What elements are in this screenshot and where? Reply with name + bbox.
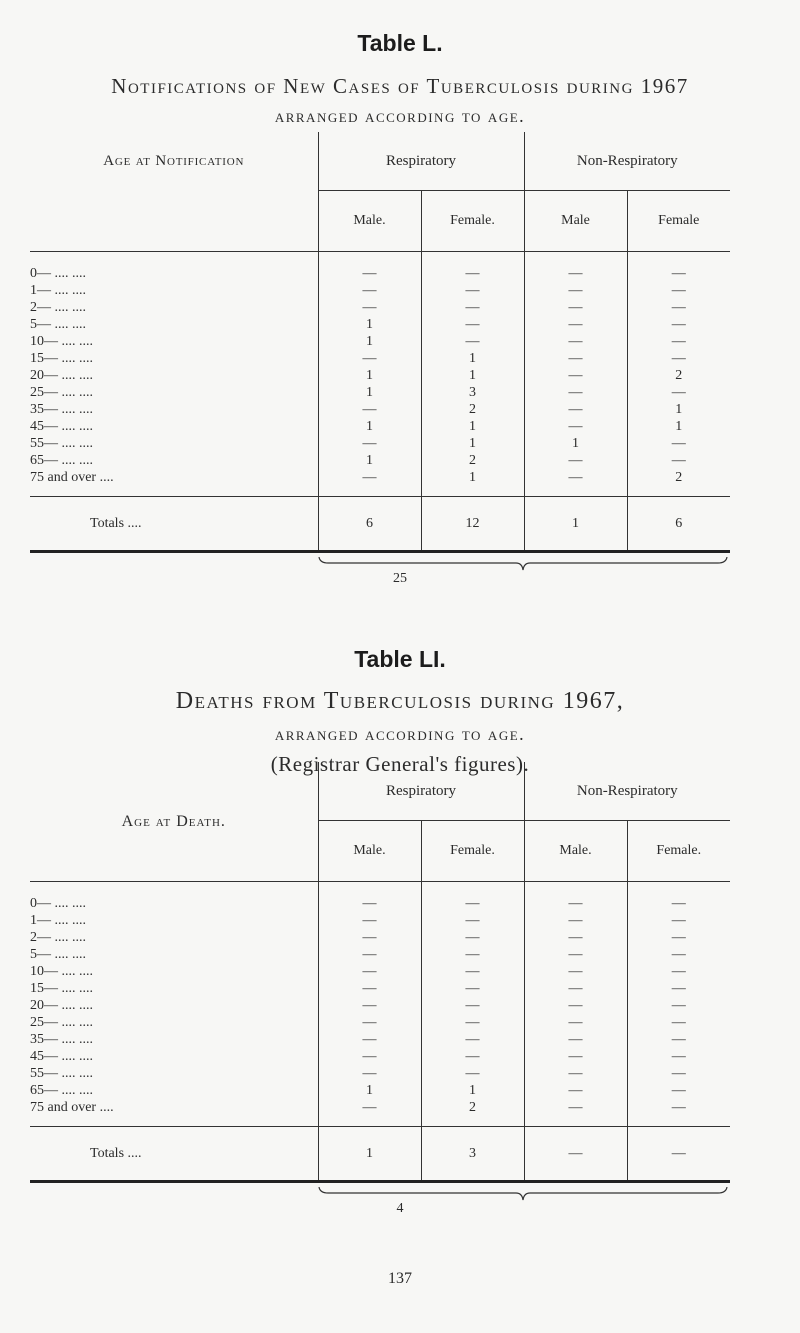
table-cell: 1: [318, 333, 421, 350]
age-group-label: 20— .... ....: [30, 998, 93, 1013]
table-cell: —: [627, 882, 730, 913]
table-l-subtitle-line2: arranged according to age.: [274, 106, 526, 126]
table-li-subtitle-line1: Deaths from Tuberculosis during 1967,: [175, 688, 625, 714]
table-l-title: Table L.: [357, 30, 443, 56]
table-l-grand-total: 25: [393, 571, 407, 586]
age-group-label: 75 and over ....: [30, 1100, 114, 1115]
table-cell: 2: [627, 367, 730, 384]
table-cell: —: [524, 469, 627, 497]
table-row: [30, 1031, 730, 1048]
table-row: [30, 333, 730, 350]
table-cell: —: [524, 418, 627, 435]
table-l: [30, 132, 730, 551]
table-row: [30, 435, 730, 452]
table-cell: —: [524, 350, 627, 367]
table-cell: —: [524, 299, 627, 316]
non-respiratory-male-header: Male.: [524, 821, 627, 882]
table-row: [30, 1048, 730, 1065]
table-row: [30, 384, 730, 401]
age-group-label: 55— .... ....: [30, 436, 93, 451]
age-group-label: 10— .... ....: [30, 964, 93, 979]
table-l-subtitle-line1: Notifications of New Cases of Tuberculosis during 1967: [111, 74, 689, 98]
table-li-caption: (Registrar General's figures).: [270, 752, 530, 776]
age-group-label: 1— .... ....: [30, 283, 86, 298]
table-cell: —: [318, 1099, 421, 1127]
total-respiratory-female: 3: [421, 1127, 524, 1182]
table-cell: —: [524, 367, 627, 384]
table-cell: —: [627, 997, 730, 1014]
table-cell: —: [524, 1082, 627, 1099]
table-cell: 1: [627, 418, 730, 435]
table-cell: —: [627, 435, 730, 452]
table-cell: —: [627, 252, 730, 283]
table-cell: 3: [421, 384, 524, 401]
table-cell: —: [318, 1048, 421, 1065]
table-row: [30, 350, 730, 367]
table-cell: 1: [318, 418, 421, 435]
table-cell: —: [627, 1099, 730, 1127]
table-cell: 2: [421, 401, 524, 418]
table-cell: —: [627, 946, 730, 963]
table-cell: —: [421, 1065, 524, 1082]
table-row: [30, 401, 730, 418]
table-cell: —: [421, 252, 524, 283]
table-li: [30, 762, 730, 1181]
table-cell: —: [524, 333, 627, 350]
age-column-header: Age at Death.: [30, 762, 318, 882]
table-cell: —: [318, 1065, 421, 1082]
total-non-respiratory-male: 1: [524, 497, 627, 552]
table-cell: —: [627, 333, 730, 350]
age-group-label: 10— .... ....: [30, 334, 93, 349]
table-row: [30, 282, 730, 299]
total-non-respiratory-female: 6: [627, 497, 730, 552]
table-cell: 1: [627, 401, 730, 418]
respiratory-female-header: Female.: [421, 191, 524, 252]
table-cell: —: [627, 980, 730, 997]
table-cell: —: [627, 282, 730, 299]
non-respiratory-male-header: Male: [524, 191, 627, 252]
table-cell: —: [524, 252, 627, 283]
table-cell: —: [421, 929, 524, 946]
table-row: [30, 912, 730, 929]
age-group-label: 5— .... ....: [30, 317, 86, 332]
table-cell: —: [318, 912, 421, 929]
table-cell: —: [524, 401, 627, 418]
table-cell: —: [421, 1014, 524, 1031]
table-cell: —: [524, 1031, 627, 1048]
table-row: [30, 882, 730, 913]
age-group-label: 75 and over ....: [30, 470, 114, 485]
age-group-label: 15— .... ....: [30, 981, 93, 996]
table-cell: —: [627, 299, 730, 316]
table-cell: —: [318, 350, 421, 367]
table-cell: 2: [627, 469, 730, 497]
table-cell: —: [524, 929, 627, 946]
table-li-title: Table LI.: [354, 646, 446, 672]
table-cell: 1: [421, 418, 524, 435]
table-cell: —: [627, 1031, 730, 1048]
table-cell: —: [421, 946, 524, 963]
age-group-label: 25— .... ....: [30, 1015, 93, 1030]
non-respiratory-group-header: Non-Respiratory: [524, 132, 730, 191]
table-row: [30, 299, 730, 316]
page-number: 137: [388, 1270, 412, 1287]
table-cell: —: [318, 882, 421, 913]
table-row: [30, 452, 730, 469]
table-cell: —: [421, 282, 524, 299]
age-group-label: 5— .... ....: [30, 947, 86, 962]
table-cell: —: [524, 882, 627, 913]
table-cell: —: [318, 401, 421, 418]
age-group-label: 25— .... ....: [30, 385, 93, 400]
table-cell: —: [421, 1031, 524, 1048]
table-cell: —: [318, 1014, 421, 1031]
table-cell: —: [318, 282, 421, 299]
table-li-brace: [318, 1187, 728, 1201]
table-cell: —: [421, 997, 524, 1014]
table-row: [30, 1099, 730, 1127]
respiratory-male-header: Male.: [318, 821, 421, 882]
table-cell: 1: [421, 367, 524, 384]
age-group-label: 35— .... ....: [30, 402, 93, 417]
table-l-brace: [318, 557, 728, 571]
table-cell: —: [627, 929, 730, 946]
table-cell: —: [524, 980, 627, 997]
table-cell: —: [318, 469, 421, 497]
total-non-respiratory-female: —: [627, 1127, 730, 1182]
table-cell: 1: [318, 384, 421, 401]
table-cell: 1: [318, 1082, 421, 1099]
table-cell: —: [318, 980, 421, 997]
table-row: [30, 980, 730, 997]
table-row: [30, 946, 730, 963]
table-cell: —: [627, 350, 730, 367]
table-cell: 1: [524, 435, 627, 452]
table-cell: —: [627, 384, 730, 401]
table-row: [30, 252, 730, 283]
age-group-label: 2— .... ....: [30, 300, 86, 315]
respiratory-group-header: Respiratory: [318, 132, 524, 191]
table-cell: 1: [318, 452, 421, 469]
age-group-label: 65— .... ....: [30, 1083, 93, 1098]
table-row: [30, 316, 730, 333]
table-cell: —: [421, 882, 524, 913]
table-cell: —: [627, 316, 730, 333]
table-cell: —: [318, 435, 421, 452]
table-cell: —: [524, 282, 627, 299]
totals-label: Totals ....: [30, 497, 318, 552]
table-cell: —: [318, 929, 421, 946]
age-group-label: 0— .... ....: [30, 266, 86, 281]
table-cell: —: [421, 980, 524, 997]
table-cell: —: [627, 1082, 730, 1099]
table-cell: 2: [421, 1099, 524, 1127]
table-cell: —: [421, 316, 524, 333]
total-respiratory-male: 6: [318, 497, 421, 552]
table-cell: —: [627, 963, 730, 980]
total-respiratory-female: 12: [421, 497, 524, 552]
age-column-header: Age at Notification: [30, 132, 318, 252]
age-group-label: 55— .... ....: [30, 1066, 93, 1081]
table-li-grand-total: 4: [396, 1201, 404, 1216]
age-group-label: 65— .... ....: [30, 453, 93, 468]
table-row: [30, 469, 730, 497]
table-cell: —: [524, 452, 627, 469]
table-cell: —: [318, 997, 421, 1014]
table-cell: —: [627, 452, 730, 469]
table-cell: —: [421, 912, 524, 929]
table-cell: 1: [421, 1082, 524, 1099]
table-row: [30, 929, 730, 946]
age-group-label: 2— .... ....: [30, 930, 86, 945]
table-cell: —: [421, 333, 524, 350]
respiratory-female-header: Female.: [421, 821, 524, 882]
table-row: [30, 418, 730, 435]
age-group-label: 20— .... ....: [30, 368, 93, 383]
table-cell: —: [524, 1014, 627, 1031]
table-cell: —: [524, 963, 627, 980]
table-cell: —: [318, 299, 421, 316]
table-cell: 1: [421, 435, 524, 452]
table-row: [30, 1014, 730, 1031]
table-cell: —: [524, 946, 627, 963]
table-cell: —: [318, 1031, 421, 1048]
non-respiratory-female-header: Female.: [627, 821, 730, 882]
age-group-label: 45— .... ....: [30, 1049, 93, 1064]
table-cell: —: [421, 1048, 524, 1065]
table-cell: 2: [421, 452, 524, 469]
table-cell: —: [627, 1014, 730, 1031]
table-cell: —: [524, 1099, 627, 1127]
respiratory-male-header: Male.: [318, 191, 421, 252]
table-cell: —: [524, 316, 627, 333]
table-row: [30, 963, 730, 980]
respiratory-group-header: Respiratory: [318, 762, 524, 821]
table-cell: —: [524, 1048, 627, 1065]
age-group-label: 45— .... ....: [30, 419, 93, 434]
table-cell: —: [318, 252, 421, 283]
table-cell: —: [524, 997, 627, 1014]
non-respiratory-group-header: Non-Respiratory: [524, 762, 730, 821]
table-row: [30, 1065, 730, 1082]
table-cell: —: [318, 963, 421, 980]
total-respiratory-male: 1: [318, 1127, 421, 1182]
age-group-label: 1— .... ....: [30, 913, 86, 928]
age-group-label: 15— .... ....: [30, 351, 93, 366]
age-group-label: 35— .... ....: [30, 1032, 93, 1047]
table-li-bottom-rule: [30, 1180, 730, 1183]
table-cell: —: [524, 384, 627, 401]
table-row: [30, 997, 730, 1014]
table-cell: —: [421, 963, 524, 980]
table-li-subtitle-line2: arranged according to age.: [274, 724, 526, 744]
table-cell: 1: [318, 316, 421, 333]
table-cell: —: [421, 299, 524, 316]
table-cell: —: [524, 1065, 627, 1082]
table-cell: 1: [421, 469, 524, 497]
table-cell: —: [627, 1065, 730, 1082]
age-group-label: 0— .... ....: [30, 896, 86, 911]
table-row: [30, 367, 730, 384]
table-cell: —: [627, 912, 730, 929]
table-cell: 1: [318, 367, 421, 384]
non-respiratory-female-header: Female: [627, 191, 730, 252]
total-non-respiratory-male: —: [524, 1127, 627, 1182]
table-cell: —: [627, 1048, 730, 1065]
totals-label: Totals ....: [30, 1127, 318, 1182]
table-row: [30, 1082, 730, 1099]
table-cell: —: [524, 912, 627, 929]
table-l-bottom-rule: [30, 550, 730, 553]
table-cell: 1: [421, 350, 524, 367]
table-cell: —: [318, 946, 421, 963]
